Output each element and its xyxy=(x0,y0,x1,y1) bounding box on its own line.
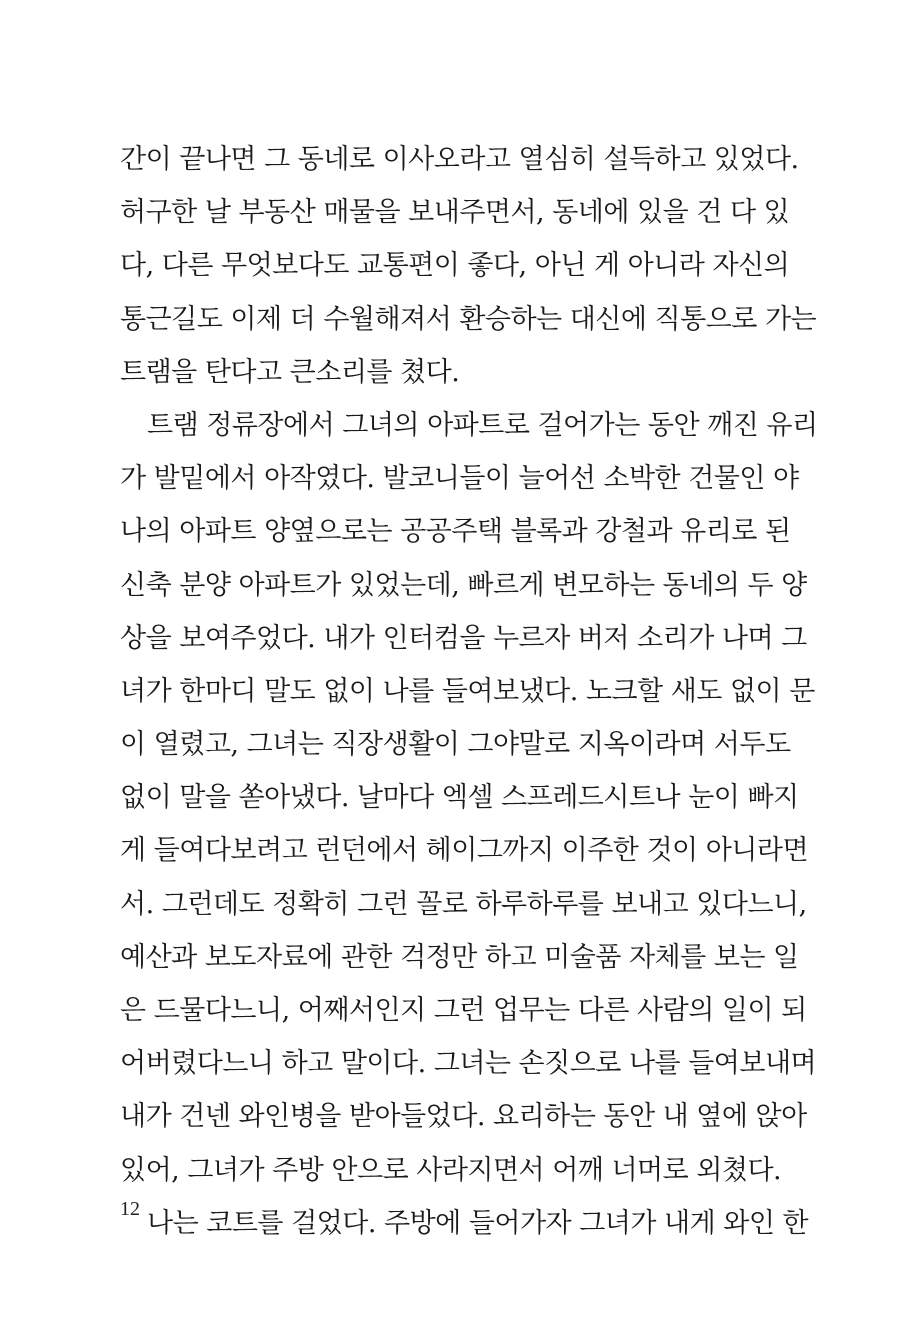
text-line: 은 드물다느니, 어째서인지 그런 업무는 다른 사람의 일이 되 xyxy=(120,995,807,1026)
text-line: 허구한 날 부동산 매물을 보내주면서, 동네에 있을 건 다 있 xyxy=(120,197,790,229)
text-line: 게 들여다보려고 런던에서 헤이그까지 이주한 것이 아니라면 xyxy=(120,835,809,867)
body-text xyxy=(120,133,818,1250)
text-line: 서. 그런데도 정확히 그런 꼴로 하루하루를 보내고 있다느니, xyxy=(120,888,807,920)
text-line: 어버렸다느니 하고 말이다. 그녀는 손짓으로 나를 들여보내며 xyxy=(120,1048,817,1080)
text-line: 트램 정류장에서 그녀의 아파트로 걸어가는 동안 깨진 유리 xyxy=(147,409,818,441)
page-number: 12 xyxy=(120,1198,140,1220)
text-line: 간이 끝나면 그 동네로 이사오라고 열심히 설득하고 있었다. xyxy=(120,144,799,175)
text-line: 있어, 그녀가 주방 안으로 사라지면서 어깨 너머로 외쳤다. xyxy=(120,1154,782,1186)
text-line: 트램을 탄다고 큰소리를 쳤다. xyxy=(120,356,460,388)
text-line: 이 열렸고, 그녀는 직장생활이 그야말로 지옥이라며 서두도 xyxy=(120,729,791,761)
text-line: 신축 분양 아파트가 있었는데, 빠르게 변모하는 동네의 두 양 xyxy=(120,569,807,601)
text-line: 나의 아파트 양옆으로는 공공주택 블록과 강철과 유리로 된 xyxy=(120,516,791,548)
text-line: 나는 코트를 걸었다. 주방에 들어가자 그녀가 내게 와인 한 xyxy=(147,1207,809,1239)
text-line: 녀가 한마디 말도 없이 나를 들여보냈다. 노크할 새도 없이 문 xyxy=(120,675,815,707)
text-line: 가 발밑에서 아작였다. 발코니들이 늘어선 소박한 건물인 야 xyxy=(120,463,799,495)
text-line: 없이 말을 쏟아냈다. 날마다 엑셀 스프레드시트나 눈이 빠지 xyxy=(120,782,799,814)
text-line: 통근길도 이제 더 수월해져서 환승하는 대신에 직통으로 가는 xyxy=(120,303,817,335)
text-line: 내가 건넨 와인병을 받아들었다. 요리하는 동안 내 옆에 앉아 xyxy=(120,1101,807,1133)
text-line: 예산과 보도자료에 관한 걱정만 하고 미술품 자체를 보는 일 xyxy=(120,941,799,973)
text-line: 다, 다른 무엇보다도 교통편이 좋다, 아닌 게 아니라 자신의 xyxy=(120,250,790,282)
text-line: 상을 보여주었다. 내가 인터컴을 누르자 버저 소리가 나며 그 xyxy=(120,622,807,654)
